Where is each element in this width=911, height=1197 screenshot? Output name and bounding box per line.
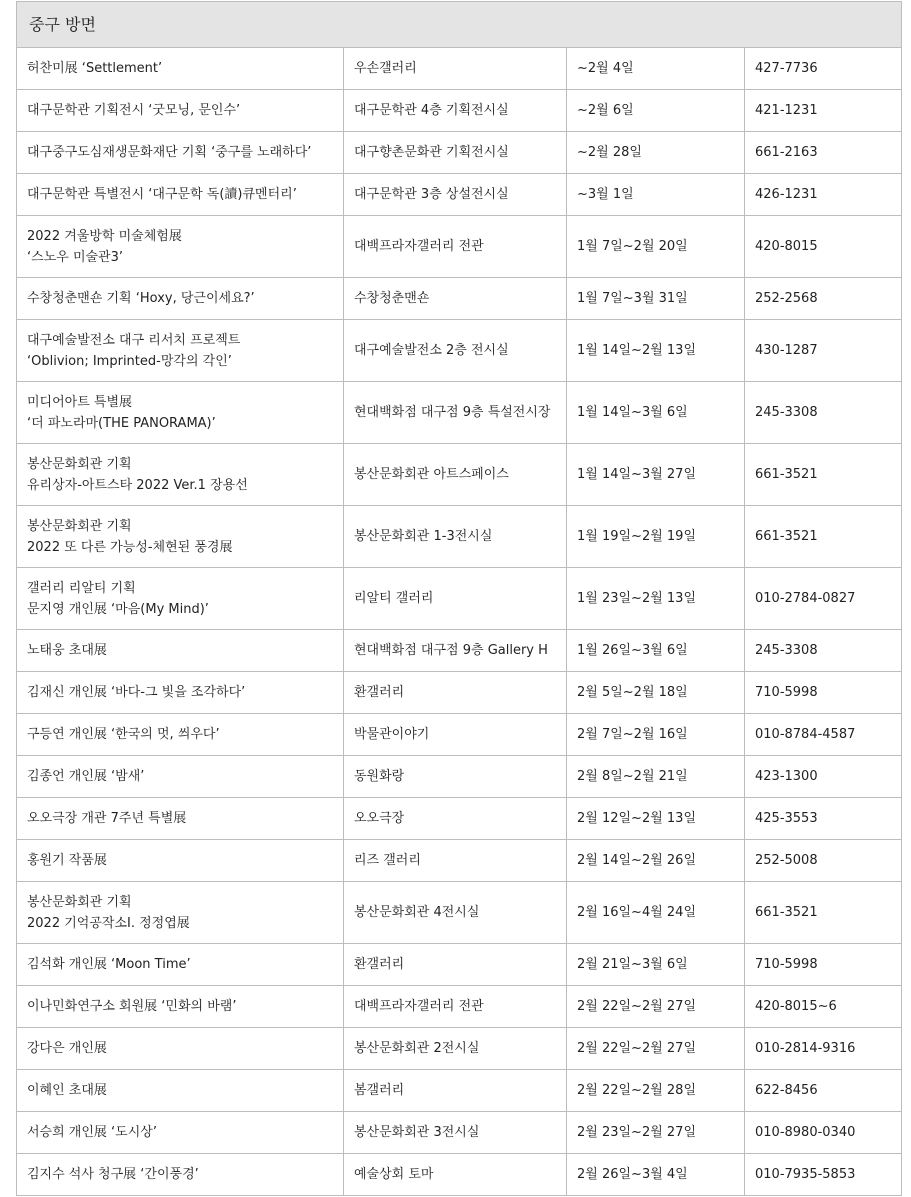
event-title-line: 미디어아트 특별展	[27, 394, 133, 410]
event-phone-cell: 661-3521	[745, 506, 902, 568]
table-row	[17, 132, 902, 174]
table-row	[17, 174, 902, 216]
event-title-cell	[17, 132, 344, 174]
event-title-line: 2022 기억공작소Ⅰ. 정정엽展	[27, 915, 190, 931]
event-period-cell: 1월 7일~3월 31일	[567, 278, 745, 320]
event-period-cell: 2월 26일~3월 4일	[567, 1154, 745, 1196]
event-title-line: 2022 또 다른 가능성-체현된 풍경展	[27, 539, 233, 555]
event-period-cell: ~3월 1일	[567, 174, 745, 216]
event-phone-cell: 245-3308	[745, 630, 902, 672]
event-phone-cell: 010-7935-5853	[745, 1154, 902, 1196]
event-venue-cell: 봄갤러리	[344, 1070, 567, 1112]
event-phone-cell: 423-1300	[745, 756, 902, 798]
event-venue-cell: 리즈 갤러리	[344, 840, 567, 882]
event-title-line: 봉산문화회관 기획	[27, 894, 132, 910]
event-period-cell: 1월 14일~3월 27일	[567, 444, 745, 506]
event-venue-cell: 대백프라자갤러리 전관	[344, 986, 567, 1028]
event-phone-cell: 010-8784-4587	[745, 714, 902, 756]
event-venue-cell: 환갤러리	[344, 672, 567, 714]
event-venue-cell: 환갤러리	[344, 944, 567, 986]
event-period-cell: 1월 14일~2월 13일	[567, 320, 745, 382]
event-title-cell	[17, 90, 344, 132]
table-row	[17, 1154, 902, 1196]
table-row	[17, 320, 902, 382]
table-row	[17, 216, 902, 278]
event-phone-cell: 252-5008	[745, 840, 902, 882]
event-title-line: 수창청춘맨숀 기획 ‘Hoxy, 당근이세요?’	[27, 291, 255, 306]
event-title-cell	[17, 278, 344, 320]
event-venue-cell: 봉산문화회관 3전시실	[344, 1112, 567, 1154]
section-header-row	[17, 2, 902, 48]
event-phone-cell: 661-3521	[745, 882, 902, 944]
event-title-line: 김재신 개인展 ‘바다-그 빛을 조각하다’	[27, 685, 246, 700]
table-row	[17, 944, 902, 986]
event-venue-cell: 봉산문화회관 1-3전시실	[344, 506, 567, 568]
event-phone-cell: 622-8456	[745, 1070, 902, 1112]
event-phone-cell: 425-3553	[745, 798, 902, 840]
event-venue-cell: 대구예술발전소 2층 전시실	[344, 320, 567, 382]
event-phone-cell: 426-1231	[745, 174, 902, 216]
event-title-cell	[17, 944, 344, 986]
table-row	[17, 756, 902, 798]
event-title-line: 강다은 개인展	[27, 1041, 107, 1056]
event-title-cell	[17, 714, 344, 756]
table-row	[17, 798, 902, 840]
event-title-line: 오오극장 개관 7주년 특별展	[27, 811, 187, 826]
event-venue-cell: 봉산문화회관 2전시실	[344, 1028, 567, 1070]
event-phone-cell: 420-8015~6	[745, 986, 902, 1028]
event-title-cell	[17, 798, 344, 840]
event-title-cell	[17, 48, 344, 90]
event-title-line: 봉산문화회관 기획	[27, 456, 132, 472]
event-title-line: 대구문학관 기획전시 ‘굿모닝, 문인수’	[27, 103, 241, 118]
table-row	[17, 672, 902, 714]
table-row	[17, 444, 902, 506]
event-title-line: ‘Oblivion; Imprinted-망각의 각인’	[27, 353, 232, 369]
table-row	[17, 1070, 902, 1112]
event-phone-cell: 252-2568	[745, 278, 902, 320]
event-period-cell: 2월 22일~2월 28일	[567, 1070, 745, 1112]
table-row	[17, 278, 902, 320]
event-title-line: ‘스노우 미술관3’	[27, 249, 124, 265]
table-row	[17, 1028, 902, 1070]
event-venue-cell: 현대백화점 대구점 9층 특설전시장	[344, 382, 567, 444]
event-title-line: 허찬미展 ‘Settlement’	[27, 61, 163, 76]
event-title-line: 유리상자-아트스타 2022 Ver.1 장용선	[27, 477, 248, 493]
event-period-cell: 1월 14일~3월 6일	[567, 382, 745, 444]
event-title-line: 봉산문화회관 기획	[27, 518, 132, 534]
event-title-cell	[17, 320, 344, 382]
event-period-cell: 1월 26일~3월 6일	[567, 630, 745, 672]
table-row	[17, 90, 902, 132]
event-period-cell: 2월 22일~2월 27일	[567, 986, 745, 1028]
event-title-cell	[17, 1112, 344, 1154]
event-title-cell	[17, 444, 344, 506]
event-title-line: 대구중구도심재생문화재단 기획 ‘중구를 노래하다’	[27, 145, 312, 160]
event-venue-cell: 예술상회 토마	[344, 1154, 567, 1196]
event-period-cell: 2월 12일~2월 13일	[567, 798, 745, 840]
event-title-line: ‘더 파노라마(THE PANORAMA)’	[27, 415, 216, 431]
event-title-cell	[17, 672, 344, 714]
event-title-line: 대구문학관 특별전시 ‘대구문학 독(讀)큐멘터리’	[27, 187, 297, 202]
event-venue-cell: 우손갤러리	[344, 48, 567, 90]
event-period-cell: 2월 22일~2월 27일	[567, 1028, 745, 1070]
event-title-line: 김지수 석사 청구展 ‘간이풍경’	[27, 1167, 199, 1182]
event-title-line: 대구예술발전소 대구 리서치 프로젝트	[27, 332, 241, 348]
event-title-line: 홍원기 작품展	[27, 853, 107, 868]
event-title-cell	[17, 506, 344, 568]
event-title-cell	[17, 630, 344, 672]
event-venue-cell: 봉산문화회관 아트스페이스	[344, 444, 567, 506]
table-row	[17, 506, 902, 568]
event-phone-cell: 421-1231	[745, 90, 902, 132]
table-row	[17, 382, 902, 444]
event-venue-cell: 동원화랑	[344, 756, 567, 798]
event-period-cell: ~2월 28일	[567, 132, 745, 174]
table-row	[17, 840, 902, 882]
event-phone-cell: 420-8015	[745, 216, 902, 278]
event-venue-cell: 대구문학관 3층 상설전시실	[344, 174, 567, 216]
event-phone-cell: 430-1287	[745, 320, 902, 382]
table-row	[17, 568, 902, 630]
event-venue-cell: 봉산문화회관 4전시실	[344, 882, 567, 944]
event-title-line: 구등연 개인展 ‘한국의 멋, 씌우다’	[27, 727, 220, 742]
event-phone-cell: 710-5998	[745, 672, 902, 714]
event-title-line: 김종언 개인展 ‘밤새’	[27, 769, 145, 784]
event-phone-cell: 427-7736	[745, 48, 902, 90]
event-venue-cell: 대구향촌문화관 기획전시실	[344, 132, 567, 174]
event-period-cell: 2월 7일~2월 16일	[567, 714, 745, 756]
table-row	[17, 882, 902, 944]
event-period-cell: 2월 21일~3월 6일	[567, 944, 745, 986]
event-title-line: 서승희 개인展 ‘도시상’	[27, 1125, 157, 1140]
event-period-cell: 2월 23일~2월 27일	[567, 1112, 745, 1154]
section-title: 중구 방면	[17, 2, 902, 48]
event-venue-cell: 대구문학관 4층 기획전시실	[344, 90, 567, 132]
event-venue-cell: 박물관이야기	[344, 714, 567, 756]
event-title-line: 이혜인 초대展	[27, 1083, 107, 1098]
event-period-cell: 1월 23일~2월 13일	[567, 568, 745, 630]
event-title-line: 갤러리 리알티 기획	[27, 580, 136, 596]
event-period-cell: 2월 16일~4월 24일	[567, 882, 745, 944]
event-venue-cell: 수창청춘맨숀	[344, 278, 567, 320]
table-row	[17, 48, 902, 90]
event-period-cell: 2월 8일~2월 21일	[567, 756, 745, 798]
event-venue-cell: 리알티 갤러리	[344, 568, 567, 630]
event-title-line: 노태웅 초대展	[27, 643, 107, 658]
event-phone-cell: 010-2784-0827	[745, 568, 902, 630]
table-row	[17, 630, 902, 672]
event-phone-cell: 710-5998	[745, 944, 902, 986]
event-title-cell	[17, 840, 344, 882]
event-title-cell	[17, 382, 344, 444]
event-title-cell	[17, 986, 344, 1028]
event-title-cell	[17, 174, 344, 216]
event-title-line: 문지영 개인展 ‘마음(My Mind)’	[27, 601, 209, 617]
event-venue-cell: 오오극장	[344, 798, 567, 840]
event-period-cell: ~2월 4일	[567, 48, 745, 90]
event-title-cell	[17, 216, 344, 278]
event-title-line: 김석화 개인展 ‘Moon Time’	[27, 957, 191, 972]
event-phone-cell: 661-3521	[745, 444, 902, 506]
events-table	[16, 1, 902, 1196]
table-row	[17, 986, 902, 1028]
event-title-cell	[17, 756, 344, 798]
event-period-cell: 2월 5일~2월 18일	[567, 672, 745, 714]
event-period-cell: 1월 7일~2월 20일	[567, 216, 745, 278]
event-title-cell	[17, 882, 344, 944]
event-phone-cell: 010-8980-0340	[745, 1112, 902, 1154]
event-phone-cell: 245-3308	[745, 382, 902, 444]
event-title-line: 2022 겨울방학 미술체험展	[27, 228, 182, 244]
event-period-cell: 2월 14일~2월 26일	[567, 840, 745, 882]
event-title-line: 이나민화연구소 회원展 ‘민화의 바램’	[27, 999, 237, 1014]
event-period-cell: ~2월 6일	[567, 90, 745, 132]
event-phone-cell: 661-2163	[745, 132, 902, 174]
event-venue-cell: 현대백화점 대구점 9층 Gallery H	[344, 630, 567, 672]
event-title-cell	[17, 1070, 344, 1112]
table-row	[17, 1112, 902, 1154]
event-title-cell	[17, 568, 344, 630]
event-title-cell	[17, 1154, 344, 1196]
events-table-container	[16, 1, 901, 1196]
events-table-body	[17, 48, 902, 1196]
event-phone-cell: 010-2814-9316	[745, 1028, 902, 1070]
table-row	[17, 714, 902, 756]
event-venue-cell: 대백프라자갤러리 전관	[344, 216, 567, 278]
event-period-cell: 1월 19일~2월 19일	[567, 506, 745, 568]
event-title-cell	[17, 1028, 344, 1070]
